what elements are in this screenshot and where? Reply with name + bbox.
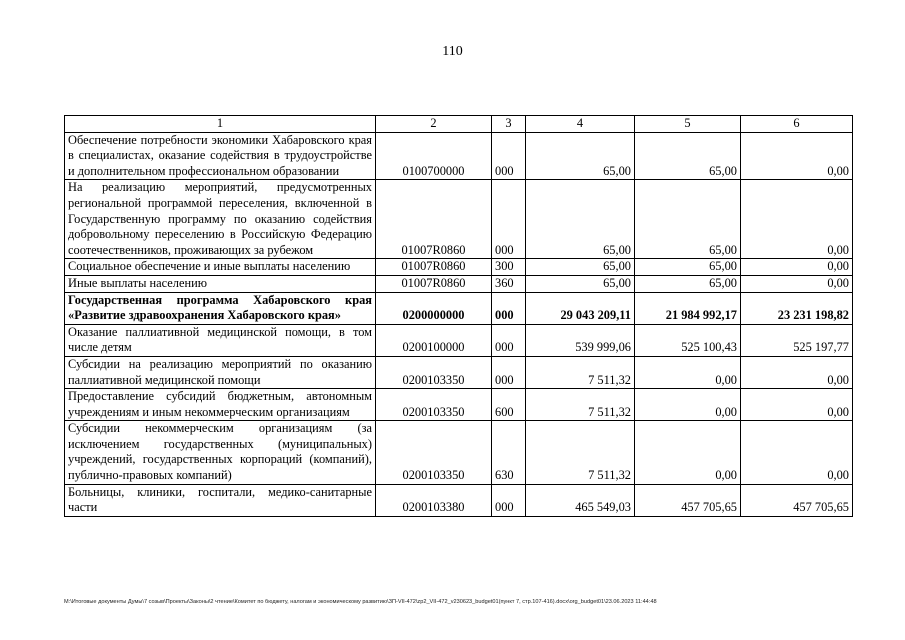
amount-year-1: 29 043 209,11 <box>526 292 635 324</box>
amount-year-1: 7 511,32 <box>526 421 635 484</box>
table-row <box>65 324 853 356</box>
amount-year-3: 525 197,77 <box>741 324 853 356</box>
target-article-code: 0200103350 <box>376 356 492 388</box>
row-name: Субсидии некоммерческим организациям (за исключением государственных (муниципальных) учреждений, государственных корпораций (компаний), публично-правовых компаний) <box>65 421 376 484</box>
expense-type-code: 000 <box>492 292 526 324</box>
amount-year-1: 65,00 <box>526 275 635 292</box>
header-cell: 4 <box>526 116 635 133</box>
row-name: Иные выплаты населению <box>65 275 376 292</box>
expense-type-code: 000 <box>492 132 526 180</box>
table-row <box>65 389 853 421</box>
amount-year-1: 465 549,03 <box>526 484 635 516</box>
table-row <box>65 421 853 484</box>
amount-year-3: 457 705,65 <box>741 484 853 516</box>
amount-year-3: 0,00 <box>741 421 853 484</box>
target-article-code: 0200000000 <box>376 292 492 324</box>
amount-year-3: 0,00 <box>741 180 853 259</box>
amount-year-3: 23 231 198,82 <box>741 292 853 324</box>
expense-type-code: 630 <box>492 421 526 484</box>
header-cell: 2 <box>376 116 492 133</box>
table-row <box>65 275 853 292</box>
target-article-code: 0200100000 <box>376 324 492 356</box>
expense-type-code: 000 <box>492 484 526 516</box>
header-cell: 6 <box>741 116 853 133</box>
amount-year-1: 539 999,06 <box>526 324 635 356</box>
amount-year-3: 0,00 <box>741 356 853 388</box>
expense-type-code: 300 <box>492 259 526 276</box>
row-name: Больницы, клиники, госпитали, медико-санитарные части <box>65 484 376 516</box>
amount-year-2: 65,00 <box>635 259 741 276</box>
target-article-code: 01007R0860 <box>376 259 492 276</box>
expense-type-code: 000 <box>492 324 526 356</box>
row-name: Обеспечение потребности экономики Хабаровского края в специалистах, оказание содействия в трудоустройстве и дополнительном профессиональном образовании <box>65 132 376 180</box>
target-article-code: 0200103380 <box>376 484 492 516</box>
page-number: 110 <box>442 44 463 59</box>
row-name: Социальное обеспечение и иные выплаты населению <box>65 259 376 276</box>
amount-year-1: 65,00 <box>526 132 635 180</box>
target-article-code: 01007R0860 <box>376 275 492 292</box>
header-row <box>65 116 853 133</box>
target-article-code: 0100700000 <box>376 132 492 180</box>
table-row <box>65 292 853 324</box>
amount-year-2: 457 705,65 <box>635 484 741 516</box>
row-name: Оказание паллиативной медицинской помощи, в том числе детям <box>65 324 376 356</box>
amount-year-3: 0,00 <box>741 389 853 421</box>
header-cell: 5 <box>635 116 741 133</box>
file-path-footer: M:\Итоговые документы Думы\7 созыв\Проекты\Законы\2 чтение\Комитет по бюджету, налогам и экономическому развитию\ЗП-VII-472\zp2_VII-472_v230623_budget01(пункт 7, стр.107-416).docx\org_budget01\23.06.2023 11:44:48 <box>64 599 657 605</box>
amount-year-1: 65,00 <box>526 180 635 259</box>
budget-table <box>64 115 853 517</box>
amount-year-1: 65,00 <box>526 259 635 276</box>
amount-year-2: 65,00 <box>635 180 741 259</box>
row-name: Субсидии на реализацию мероприятий по оказанию паллиативной медицинской помощи <box>65 356 376 388</box>
table-row <box>65 356 853 388</box>
table-row <box>65 132 853 180</box>
expense-type-code: 360 <box>492 275 526 292</box>
table-row <box>65 180 853 259</box>
target-article-code: 0200103350 <box>376 389 492 421</box>
expense-type-code: 000 <box>492 356 526 388</box>
row-name: Предоставление субсидий бюджетным, автономным учреждениям и иным некоммерческим организациям <box>65 389 376 421</box>
amount-year-2: 0,00 <box>635 421 741 484</box>
amount-year-2: 65,00 <box>635 132 741 180</box>
amount-year-2: 0,00 <box>635 356 741 388</box>
amount-year-3: 0,00 <box>741 132 853 180</box>
amount-year-1: 7 511,32 <box>526 356 635 388</box>
amount-year-2: 0,00 <box>635 389 741 421</box>
row-name: Государственная программа Хабаровского края «Развитие здравоохранения Хабаровского края» <box>65 292 376 324</box>
amount-year-3: 0,00 <box>741 275 853 292</box>
target-article-code: 01007R0860 <box>376 180 492 259</box>
amount-year-2: 21 984 992,17 <box>635 292 741 324</box>
header-cell: 1 <box>65 116 376 133</box>
target-article-code: 0200103350 <box>376 421 492 484</box>
table-row <box>65 484 853 516</box>
row-name: На реализацию мероприятий, предусмотренных региональной программой переселения, включенной в Государственную программу по оказанию содействия добровольному переселению в Российскую Федерацию соотечественников, проживающих за рубежом <box>65 180 376 259</box>
table-row <box>65 259 853 276</box>
amount-year-3: 0,00 <box>741 259 853 276</box>
amount-year-2: 525 100,43 <box>635 324 741 356</box>
header-cell: 3 <box>492 116 526 133</box>
expense-type-code: 600 <box>492 389 526 421</box>
amount-year-1: 7 511,32 <box>526 389 635 421</box>
amount-year-2: 65,00 <box>635 275 741 292</box>
expense-type-code: 000 <box>492 180 526 259</box>
